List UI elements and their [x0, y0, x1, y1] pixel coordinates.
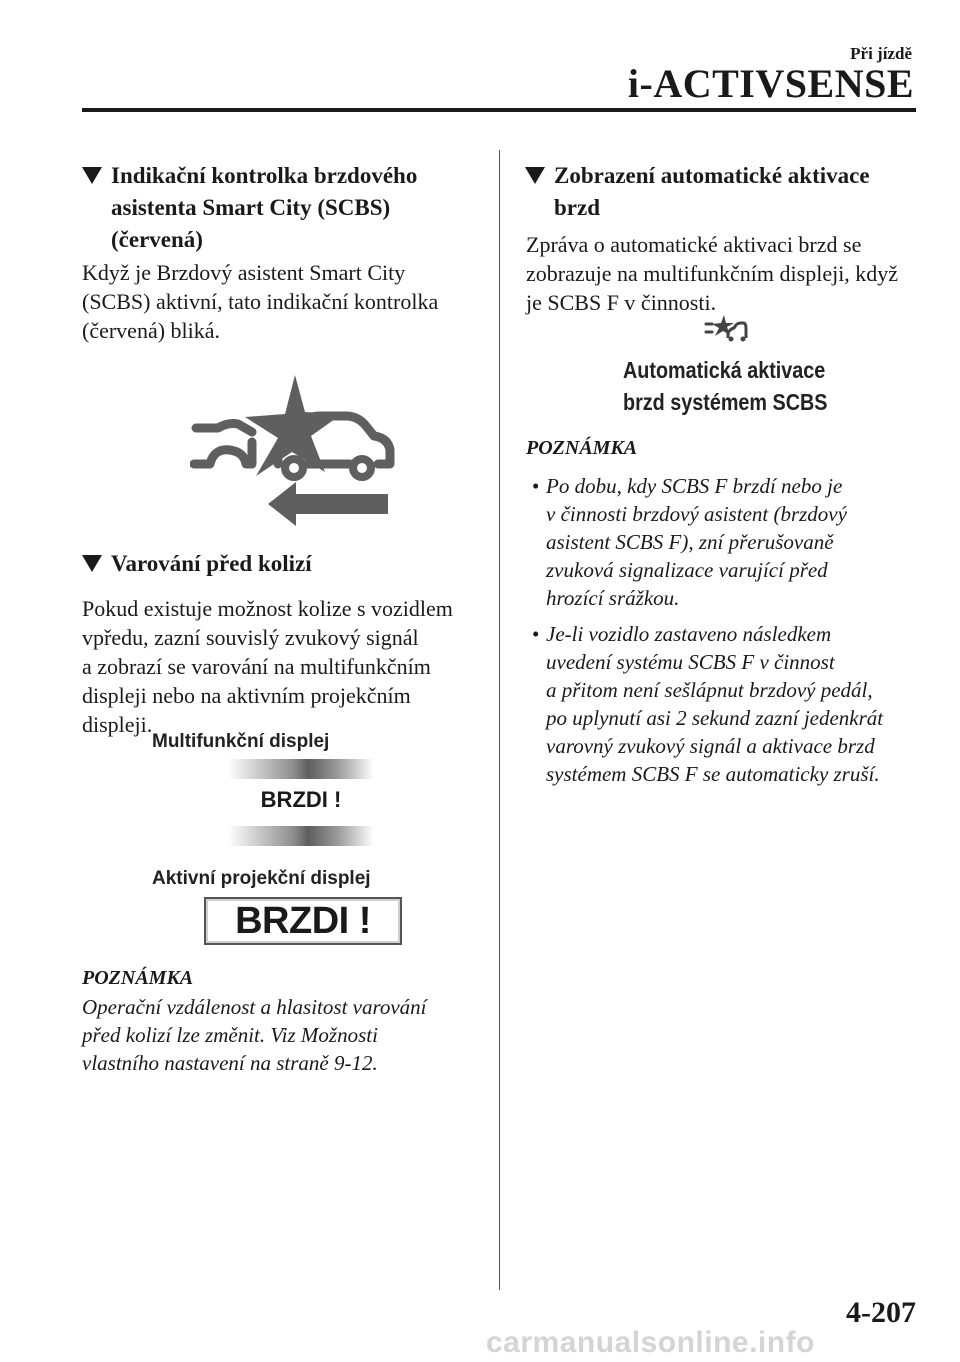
section-title: Při jízdě [850, 44, 912, 63]
auto-brake-text: Zpráva o automatické aktivaci brzd se zobrazuje na multifunkčním displeji, když je SCBS F v činnosti. [526, 232, 899, 315]
auto-brake-icon [704, 314, 748, 342]
multifunction-display-label: Multifunkční displej [152, 731, 330, 752]
note-text: Operační vzdálenost a hlasitost varování před kolizí lze změnit. Viz Možnosti vlastního nastavení na straně 9-12. [82, 995, 427, 1075]
header-rule [82, 108, 916, 112]
display-gradient-bottom [228, 826, 374, 846]
auto-brake-heading: Zobrazení automatické aktivace brzd [554, 160, 914, 224]
display-gradient-top [228, 759, 374, 779]
scbs-warning-light-icon [190, 372, 400, 532]
section-marker-icon [82, 167, 102, 184]
collision-warning-text: Pokud existuje možnost kolize s vozidlem vpředu, zazní souvislý zvukový signál a zobrazí se varování na multifunkčním displeji nebo na aktivním projekčním displeji. [82, 596, 453, 737]
watermark[interactable]: carmanualsonline.info [486, 1326, 815, 1359]
collision-warning-heading: Varování před kolizí [111, 548, 481, 580]
section-marker-icon [82, 555, 102, 572]
column-divider [499, 150, 500, 1290]
projection-display-label: Aktivní projekční displej [152, 868, 371, 889]
auto-brake-message: Automatická aktivace brzd systémem SCBS [623, 357, 828, 415]
page-number: 4-207 [846, 1296, 916, 1329]
list-item: • Po dobu, kdy SCBS F brzdí nebo je v činnosti brzdový asistent (brzdový asistent SCBS F), zní přerušovaně zvuková signalizace varující před hrozící srážkou. [532, 474, 847, 610]
list-item: • Je-li vozidlo zastaveno následkem uvedení systému SCBS F v činnost a přitom není sešlápnut brzdový pedál, po uplynutí asi 2 sekund zazní jedenkrát varovný zvukový signál a aktivace brzd systémem SCBS F se automaticky zruší. [532, 622, 884, 786]
chapter-title: i-ACTIVSENSE [627, 61, 914, 106]
note-bullet-list [526, 472, 926, 788]
projection-brake-warning: BRZDI ! [204, 897, 402, 945]
note-title-right: POZNÁMKA [526, 437, 638, 459]
scbs-indicator-heading: Indikační kontrolka brzdového asistenta Smart City (SCBS) (červená) [111, 160, 481, 256]
multifunction-brake-warning: BRZDI ! [260, 787, 342, 812]
scbs-indicator-text: Když je Brzdový asistent Smart City (SCBS) aktivní, tato indikační kontrolka (červená) bliká. [82, 260, 439, 343]
note-title: POZNÁMKA [82, 967, 194, 989]
section-marker-icon [525, 167, 545, 184]
